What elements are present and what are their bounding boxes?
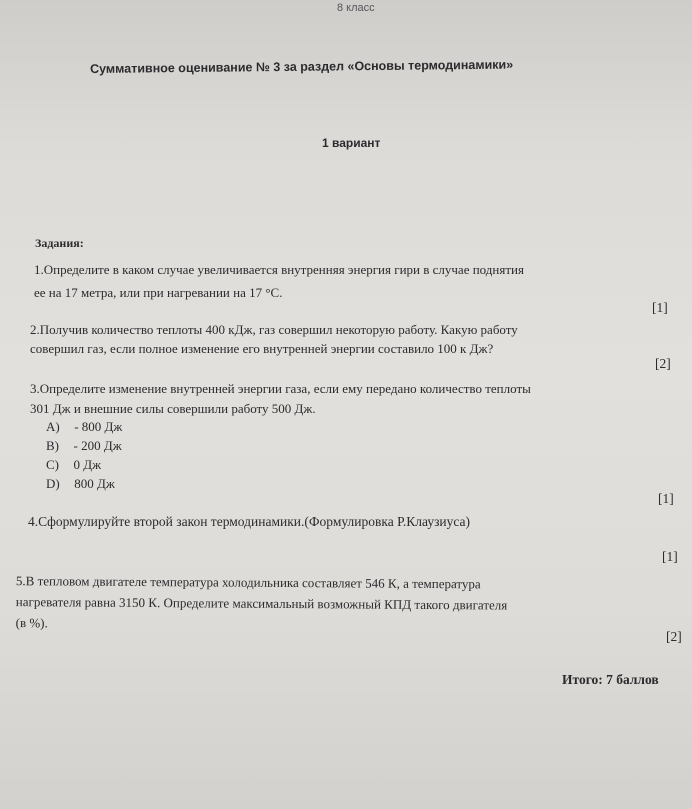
variant-label: 1 вариант [322,136,381,150]
option-c-text: 0 Дж [73,457,102,472]
question-1-line-2: ее на 17 метра, или при нагревании на 17 °С. [34,285,283,300]
total-score: Итого: 7 баллов [562,672,659,687]
question-3-score: [1] [658,491,674,506]
question-1-score: [1] [652,300,668,315]
option-a [46,419,122,435]
question-1-line-1: 1.Определите в каком случае увеличивается внутренняя энергия гири в случае поднятия [34,262,524,277]
question-3-line-2: 301 Дж и внешние силы совершили работу 500 Дж. [30,401,316,416]
option-b-letter: B) [46,438,59,453]
question-5-line-2: нагревателя равна 3150 К. Определите максимальный возможный КПД такого двигателя [15,594,508,613]
question-2-score: [2] [655,356,671,371]
question-4-line-1: 4.Сформулируйте второй закон термодинамики.(Формулировка Р.Клаузиуса) [28,514,471,529]
question-3-line-1: 3.Определите изменение внутренней энергии газа, если ему передано количество теплоты [30,381,531,396]
option-b [46,438,122,454]
question-4-score: [1] [662,549,678,564]
option-d-text: 800 Дж [74,476,115,491]
question-5-line-1: 5.В тепловом двигателе температура холодильника составляет 546 К, а температура [15,573,481,592]
question-2-line-1: 2.Получив количество теплоты 400 кДж, газ совершил некоторую работу. Какую работу [30,322,518,337]
tasks-heading: Задания: [35,236,84,250]
question-2-line-2: совершил газ, если полное изменение его внутренней энергии составило 100 к Дж? [30,341,494,356]
option-d [46,476,115,492]
question-5-score: [2] [666,629,682,644]
grade-label: 8 класс [337,2,375,14]
question-5-line-3: (в %). [15,615,48,631]
option-a-text: - 800 Дж [74,419,123,434]
option-d-letter: D) [46,476,60,491]
option-a-letter: A) [46,419,60,434]
assessment-title: Суммативное оценивание № 3 за раздел «Основы термодинамики» [90,57,514,76]
option-c [46,457,101,473]
option-b-text: - 200 Дж [73,438,122,453]
option-c-letter: C) [46,457,59,472]
